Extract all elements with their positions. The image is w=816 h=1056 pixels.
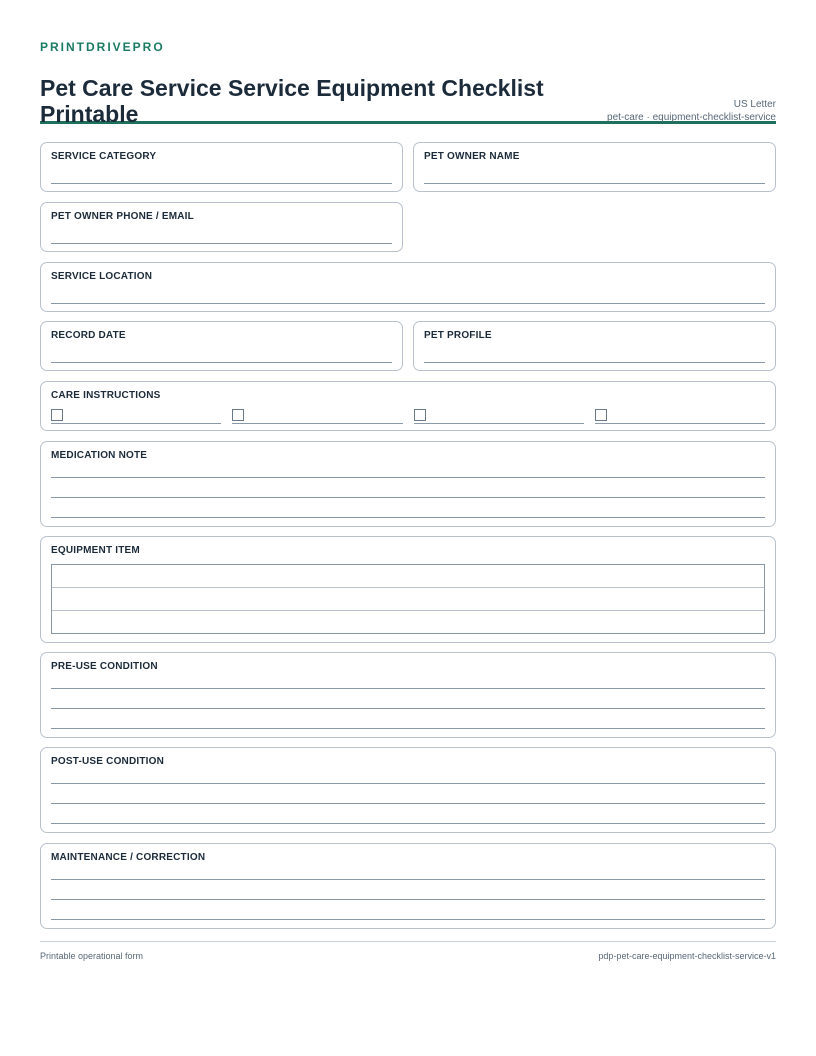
checkbox[interactable] — [232, 409, 244, 421]
checkbox[interactable] — [51, 409, 63, 421]
form-footer — [40, 941, 776, 961]
service-category-field — [40, 142, 403, 192]
medication-note-field — [40, 441, 776, 527]
care-instruction-item[interactable] — [51, 408, 221, 424]
pet-owner-contact-input[interactable] — [51, 243, 392, 244]
care-instruction-item[interactable] — [414, 408, 584, 424]
pre-use-condition-line[interactable] — [51, 688, 765, 689]
post-use-condition-line[interactable] — [51, 783, 765, 784]
brand-name: PRINTDRIVEPRO — [40, 40, 165, 54]
service-location-label: SERVICE LOCATION — [51, 271, 153, 282]
service-location-field — [40, 262, 776, 312]
post-use-condition-line[interactable] — [51, 823, 765, 824]
form-id: pdp-pet-care-equipment-checklist-service-v1 — [598, 951, 776, 961]
equipment-item-label: EQUIPMENT ITEM — [51, 545, 140, 556]
pet-profile-label: PET PROFILE — [424, 330, 492, 341]
pet-profile-field — [413, 321, 776, 371]
post-use-condition-label: POST-USE CONDITION — [51, 756, 165, 767]
maintenance-correction-line[interactable] — [51, 919, 765, 920]
footer-note: Printable operational form — [40, 951, 144, 961]
form-meta — [607, 98, 776, 124]
record-date-label: RECORD DATE — [51, 330, 126, 341]
maintenance-correction-field — [40, 843, 776, 929]
equipment-item-field — [40, 536, 776, 643]
record-date-input[interactable] — [51, 362, 392, 363]
paper-size: US Letter — [733, 99, 776, 110]
pre-use-condition-field — [40, 652, 776, 738]
care-instructions-checklist — [51, 408, 765, 424]
care-instructions-label: CARE INSTRUCTIONS — [51, 390, 161, 401]
form-slug: pet-care · equipment-checklist-service — [607, 112, 776, 123]
form-header — [40, 54, 776, 127]
checkbox[interactable] — [595, 409, 607, 421]
care-instruction-item[interactable] — [595, 408, 765, 424]
checkbox[interactable] — [414, 409, 426, 421]
service-category-input[interactable] — [51, 183, 392, 184]
pet-owner-name-input[interactable] — [424, 183, 765, 184]
pet-owner-contact-field — [40, 202, 403, 252]
care-instruction-item[interactable] — [232, 408, 402, 424]
pre-use-condition-label: PRE-USE CONDITION — [51, 661, 158, 672]
form-title: Pet Care Service Service Equipment Checklist Printable — [40, 75, 544, 127]
post-use-condition-line[interactable] — [51, 803, 765, 804]
medication-note-line[interactable] — [51, 497, 765, 498]
maintenance-correction-line[interactable] — [51, 899, 765, 900]
equipment-item-table — [51, 564, 765, 634]
service-location-input[interactable] — [51, 303, 765, 304]
pre-use-condition-line[interactable] — [51, 708, 765, 709]
table-row[interactable] — [52, 588, 764, 611]
service-category-label: SERVICE CATEGORY — [51, 151, 157, 162]
pre-use-condition-line[interactable] — [51, 728, 765, 729]
medication-note-line[interactable] — [51, 517, 765, 518]
pet-profile-input[interactable] — [424, 362, 765, 363]
table-row[interactable] — [52, 611, 764, 634]
maintenance-correction-line[interactable] — [51, 879, 765, 880]
post-use-condition-field — [40, 747, 776, 833]
maintenance-correction-label: MAINTENANCE / CORRECTION — [51, 852, 206, 863]
record-date-field — [40, 321, 403, 371]
medication-note-line[interactable] — [51, 477, 765, 478]
form-page — [40, 40, 776, 127]
care-instructions-field — [40, 381, 776, 431]
pet-owner-name-field — [413, 142, 776, 192]
table-row[interactable] — [52, 565, 764, 588]
pet-owner-contact-label: PET OWNER PHONE / EMAIL — [51, 211, 194, 222]
pet-owner-name-label: PET OWNER NAME — [424, 151, 520, 162]
medication-note-label: MEDICATION NOTE — [51, 450, 148, 461]
